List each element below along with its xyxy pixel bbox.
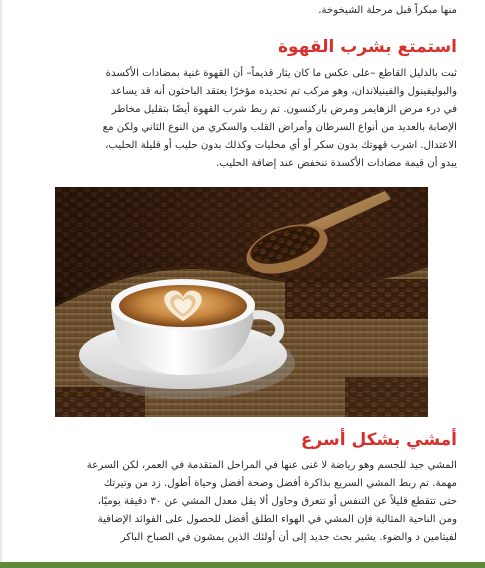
footer-color-bar <box>0 562 485 568</box>
section-heading-coffee: استمتع بشرب القهوة <box>278 37 457 57</box>
paragraph-line: والبوليفينول والفينيلاندان، وهو مركب تم تحديده مؤخرًا يعتقد الباحثون أنه قد يساعد <box>110 86 457 97</box>
paragraph-line: الإصابة بالعديد من أنواع السرطان وأمراض القلب والسكري من النوع الثاني ولكن مع <box>102 122 457 133</box>
paragraph-line: الاعتدال. اشرب قهوتك بدون سكر أو أي محليات وكذلك بدون حليب أو قليلة الحليب، <box>105 140 457 151</box>
paragraph-line: يبدو أن قيمة مضادات الأكسدة تنخفض عند إضافة الحليب. <box>215 158 457 169</box>
section-heading-walking: أمشي بشكل أسرع <box>300 430 457 450</box>
paragraph-line: حتى تتقطع قليلاً عن التنفس أو تتعرق وحاول ألا يقل معدل المشي عن ٣٠ دقيقة يوميًا، <box>97 496 457 507</box>
coffee-latte-photo <box>55 187 428 417</box>
paragraph-line: المشي جيد للجسم وهو رياضة لا غنى عنها في المراحل المتقدمة في العمر، لكن السرعة <box>86 460 457 471</box>
continuation-line: منها مبكراً قبل مرحلة الشيخوخة. <box>318 5 457 16</box>
paragraph-line: ثبت بالدليل القاطع –على عكس ما كان يثار قديماً– أن القهوة غنية بمضادات الأكسدة <box>105 68 457 79</box>
paragraph-line: مهمة. تم ربط المشي السريع بذاكرة أفضل وصحة أفضل وحياة أطول. زد من وتيرتك <box>103 478 457 489</box>
paragraph-line: في درء مرض الزهايمر ومرض باركنسون. تم ربط شرب القهوة أيضًا بتقليل مخاطر <box>111 104 457 115</box>
paragraph-line: لفيتامين د والضوء. يشير بحث جديد إلى أن أولئك الذين يمشون في الصباح الباكر <box>120 532 457 543</box>
page-edge-rule <box>0 0 2 568</box>
paragraph-line: ومن الناحية المثالية فإن المشي في الهواء الطلق أفضل للحصول على الفوائد الإضافية <box>97 514 457 525</box>
